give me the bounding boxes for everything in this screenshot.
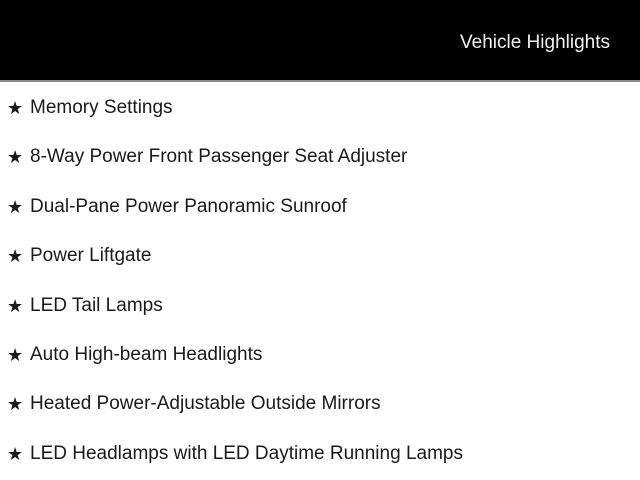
list-item-label: Power Liftgate [30, 245, 152, 267]
list-item-label: Dual-Pane Power Panoramic Sunroof [30, 195, 347, 217]
list-item-label: Memory Settings [30, 97, 173, 118]
star-icon: ★ [7, 98, 24, 118]
list-item-label: Auto High-beam Headlights [30, 343, 263, 365]
list-item [0, 343, 640, 392]
star-icon: ★ [7, 443, 24, 464]
star-icon: ★ [7, 147, 24, 168]
list-item-label: LED Headlamps with LED Daytime Running Lamps [30, 442, 463, 464]
list-item [0, 294, 640, 343]
header-bar [0, 0, 640, 82]
list-item [0, 96, 640, 145]
star-icon: ★ [7, 344, 24, 365]
list-item-label: 8-Way Power Front Passenger Seat Adjuster [30, 146, 408, 168]
star-icon: ★ [7, 246, 24, 267]
list-item [0, 195, 640, 244]
list-item-label: Heated Power-Adjustable Outside Mirrors [30, 393, 381, 415]
list-item-label: LED Tail Lamps [30, 294, 163, 316]
star-icon: ★ [7, 394, 24, 415]
highlights-list [0, 82, 640, 480]
list-item [0, 244, 640, 293]
list-item [0, 145, 640, 194]
page-title: Vehicle Highlights [460, 31, 610, 53]
list-item [0, 392, 640, 441]
list-item [0, 442, 640, 480]
star-icon: ★ [7, 295, 24, 316]
star-icon: ★ [7, 196, 24, 217]
